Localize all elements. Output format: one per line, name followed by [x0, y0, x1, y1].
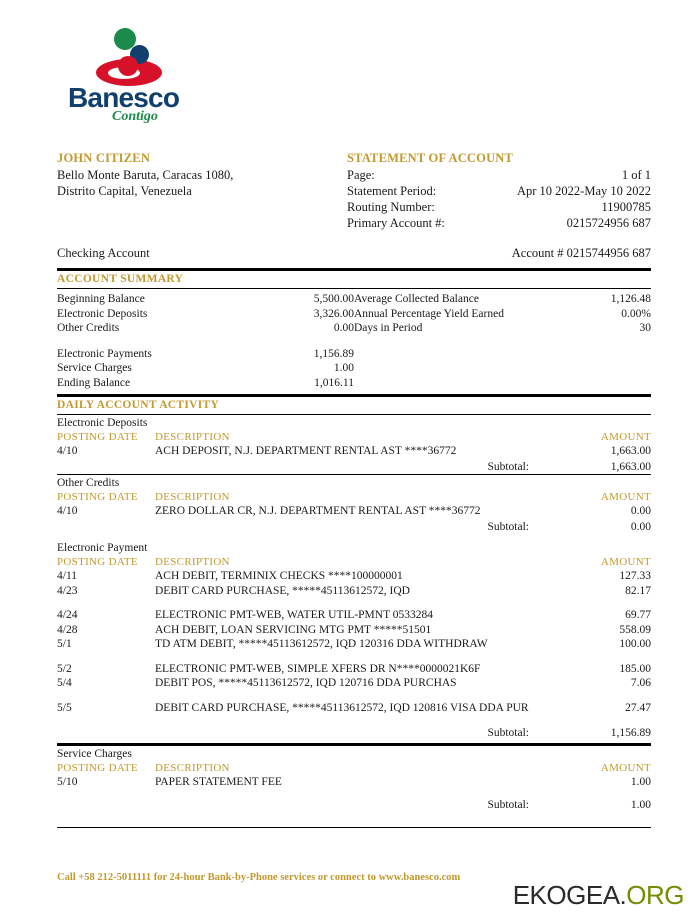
column-header-description: DESCRIPTION: [155, 491, 230, 503]
cell-description: DEBIT CARD PURCHASE, *****45113612572, IQD: [155, 584, 410, 597]
subtotal-row: [57, 798, 651, 813]
summary-row: [354, 321, 651, 336]
cell-description: ACH DEPOSIT, N.J. DEPARTMENT RENTAL AST ****36772: [155, 445, 457, 457]
column-header-date: POSTING DATE: [57, 556, 138, 568]
cell-date: 5/10: [57, 775, 78, 788]
subtotal-label: Subtotal:: [487, 460, 529, 473]
table-row: [57, 701, 651, 716]
cell-date: 5/1: [57, 638, 72, 650]
cell-amount: 185.00: [619, 662, 651, 675]
cell-description: DEBIT CARD PURCHASE, *****45113612572, IQD 120816 VISA DDA PUR: [155, 701, 529, 714]
summary-spacer: [57, 336, 354, 347]
footer-contact-note: Call +58 212-5011111 for 24-hour Bank-by-Phone services or connect to www.banesco.com: [57, 872, 461, 883]
account-summary-heading: ACCOUNT SUMMARY: [57, 273, 184, 285]
cell-description: TD ATM DEBIT, *****45113612572, IQD 120316 DDA WITHDRAW: [155, 638, 488, 650]
statement-body: [57, 268, 651, 828]
summary-value: 1,126.48: [610, 293, 651, 305]
activity-section-service-charges: [57, 746, 651, 828]
cell-date: 4/28: [57, 623, 78, 636]
column-header-date: POSTING DATE: [57, 491, 138, 503]
summary-label: Electronic Payments: [57, 347, 152, 360]
cell-amount: 558.09: [619, 623, 651, 636]
cell-date: 4/23: [57, 584, 78, 597]
meta-value: 1 of 1: [621, 168, 651, 182]
meta-value: 11900785: [601, 200, 651, 214]
column-header-amount: AMOUNT: [600, 761, 651, 774]
summary-label: Service Charges: [57, 362, 132, 374]
summary-label: Ending Balance: [57, 376, 131, 389]
cell-date: 5/5: [57, 701, 72, 714]
summary-row: [57, 347, 354, 362]
summary-label: Days in Period: [354, 322, 423, 334]
account-type-label: Checking Account: [57, 246, 150, 260]
cell-date: 4/24: [57, 609, 78, 621]
summary-right-column: [354, 292, 651, 390]
subtotal-label: Subtotal:: [487, 727, 529, 739]
meta-value: 0215724956 687: [566, 216, 651, 230]
subtotal-row: [57, 726, 651, 741]
account-summary-table: [57, 289, 651, 390]
meta-row-period: [347, 183, 651, 199]
cell-description: ZERO DOLLAR CR, N.J. DEPARTMENT RENTAL AST ****36772: [155, 505, 481, 517]
summary-row: [354, 307, 651, 322]
subtotal-label: Subtotal:: [487, 520, 529, 533]
subtotal-amount: 0.00: [630, 520, 651, 533]
cell-amount: 69.77: [625, 609, 651, 621]
table-row: [57, 569, 651, 584]
cell-description: DEBIT POS, *****45113612572, IQD 120716 DDA PURCHAS: [155, 677, 457, 689]
cell-date: 4/10: [57, 445, 78, 457]
account-number-label: Account # 0215744956 687: [511, 246, 651, 260]
meta-label: Page:: [347, 168, 375, 182]
table-header-row: [57, 430, 651, 444]
statement-title: STATEMENT OF ACCOUNT: [347, 151, 514, 165]
meta-row-primary-account: [347, 215, 651, 231]
activity-section-electronic-deposits: [57, 415, 651, 475]
summary-label: Average Collected Balance: [354, 293, 479, 305]
table-row: [57, 504, 651, 519]
logo-red-circle-icon: [118, 56, 138, 76]
summary-value: 0.00: [333, 322, 354, 334]
summary-row: [354, 292, 651, 307]
summary-left-column: [57, 292, 354, 390]
table-row: [57, 662, 651, 677]
cell-amount: 82.17: [625, 584, 651, 597]
customer-block: [57, 150, 347, 231]
meta-label: Routing Number:: [347, 200, 435, 214]
banesco-logo: [68, 26, 186, 130]
cell-amount: 27.47: [625, 701, 651, 714]
cell-amount: 1,663.00: [610, 445, 651, 457]
summary-value: 1.00: [333, 362, 354, 374]
column-header-description: DESCRIPTION: [155, 556, 230, 568]
ekogea-watermark: [513, 880, 684, 910]
section-label: Service Charges: [57, 747, 132, 760]
table-row: [57, 444, 651, 459]
subtotal-amount: 1,156.89: [610, 727, 651, 739]
cell-amount: 100.00: [619, 638, 651, 650]
summary-value: 30: [639, 322, 651, 334]
watermark-tld: ORG: [626, 880, 684, 910]
summary-value: 0.00%: [621, 307, 651, 320]
cell-description: ELECTRONIC PMT-WEB, SIMPLE XFERS DR N****0000021K6F: [155, 662, 481, 675]
meta-label: Statement Period:: [347, 184, 437, 198]
cell-description: ELECTRONIC PMT-WEB, WATER UTIL-PMNT 0533284: [155, 609, 434, 621]
table-row: [57, 637, 651, 652]
table-header-row: [57, 555, 651, 569]
table-header-row: [57, 490, 651, 504]
statement-header: [57, 150, 651, 231]
watermark-name: EKOGEA.: [512, 880, 627, 910]
cell-amount: 0.00: [630, 505, 651, 517]
subtotal-amount: 1.00: [630, 799, 651, 811]
section-bottom-rule: [57, 827, 651, 828]
column-header-amount: AMOUNT: [600, 556, 651, 568]
section-label: Electronic Deposits: [57, 417, 148, 429]
subtotal-row: [57, 520, 651, 535]
customer-address-line-2: Distrito Capital, Venezuela: [57, 184, 192, 198]
column-header-date: POSTING DATE: [57, 431, 138, 443]
account-line: [57, 246, 651, 261]
statement-meta-block: [347, 150, 651, 231]
subtotal-amount: 1,663.00: [610, 460, 651, 473]
column-header-description: DESCRIPTION: [155, 431, 230, 443]
subtotal-row: [57, 460, 651, 475]
summary-value: 1,156.89: [313, 347, 354, 360]
summary-row: [57, 361, 354, 376]
summary-label: Annual Percentage Yield Earned: [354, 307, 504, 320]
cell-date: 5/2: [57, 662, 72, 675]
summary-row: [57, 292, 354, 307]
cell-description: PAPER STATEMENT FEE: [155, 775, 282, 788]
summary-value: 1,016.11: [314, 376, 354, 389]
column-header-amount: AMOUNT: [600, 431, 651, 443]
logo-wordmark: Banesco: [68, 82, 180, 113]
summary-row: [57, 307, 354, 322]
column-header-date: POSTING DATE: [57, 761, 138, 774]
cell-amount: 1.00: [630, 775, 651, 788]
meta-value: Apr 10 2022-May 10 2022: [516, 184, 651, 198]
cell-date: 4/10: [57, 505, 78, 517]
column-header-description: DESCRIPTION: [155, 761, 230, 774]
customer-name: JOHN CITIZEN: [57, 151, 151, 165]
activity-section-other-credits: [57, 475, 651, 540]
table-row: [57, 676, 651, 691]
summary-label: Electronic Deposits: [57, 307, 148, 320]
summary-label: Beginning Balance: [57, 293, 145, 305]
table-header-row: [57, 761, 651, 775]
section-label: Other Credits: [57, 477, 120, 489]
summary-value: 3,326.00: [313, 307, 354, 320]
table-row: [57, 608, 651, 623]
cell-date: 4/11: [57, 570, 78, 582]
activity-sections: [57, 415, 651, 828]
section-label: Electronic Payment: [57, 542, 148, 554]
summary-row: [57, 321, 354, 336]
subtotal-label: Subtotal:: [487, 799, 529, 811]
meta-row-routing: [347, 199, 651, 215]
cell-description: ACH DEBIT, TERMINIX CHECKS ****100000001: [155, 570, 403, 582]
summary-label: Other Credits: [57, 322, 120, 334]
table-row: [57, 623, 651, 638]
activity-section-electronic-payment: [57, 540, 651, 746]
summary-value: 5,500.00: [313, 293, 354, 305]
column-header-amount: AMOUNT: [600, 491, 651, 503]
meta-row-page: [347, 167, 651, 183]
daily-activity-heading: DAILY ACCOUNT ACTIVITY: [57, 399, 220, 411]
cell-description: ACH DEBIT, LOAN SERVICING MTG PMT *****51501: [155, 623, 432, 636]
cell-amount: 127.33: [619, 570, 651, 582]
cell-date: 5/4: [57, 677, 72, 689]
logo-tagline: Contigo: [112, 109, 158, 124]
table-row: [57, 584, 651, 599]
summary-row: [57, 376, 354, 391]
cell-amount: 7.06: [630, 677, 651, 689]
table-row: [57, 775, 651, 790]
customer-address-line-1: Bello Monte Baruta, Caracas 1080,: [57, 168, 234, 182]
meta-label: Primary Account #:: [347, 216, 445, 230]
